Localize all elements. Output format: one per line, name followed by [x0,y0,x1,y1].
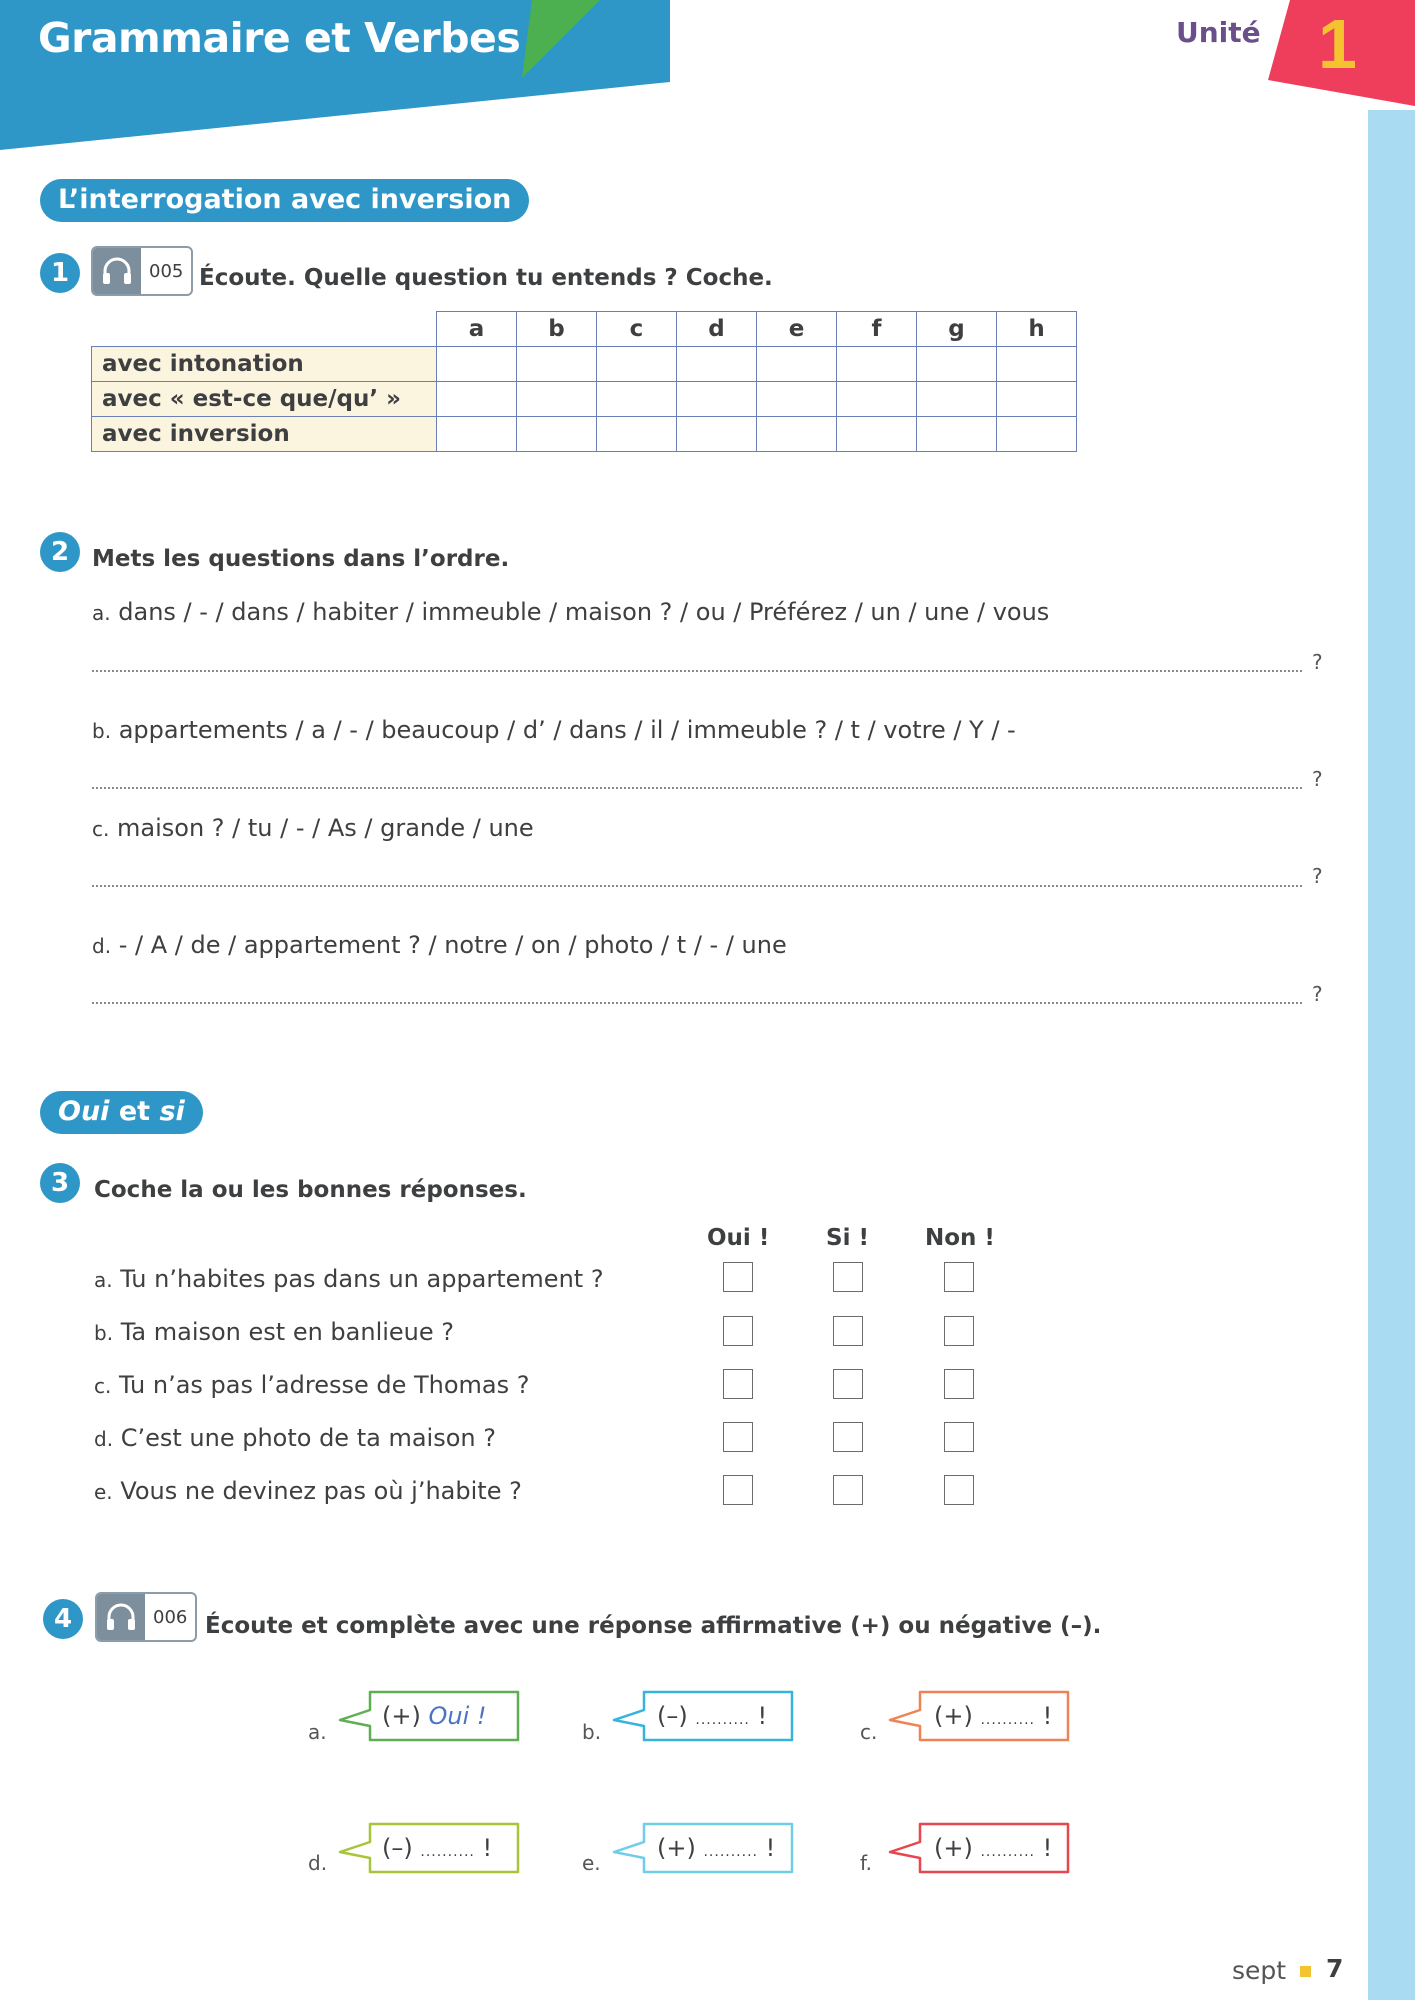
section-pill-interrogation [40,179,529,222]
exercise-1-table [91,311,1077,452]
question-item [94,1371,530,1399]
bubble-end: ! [757,1702,768,1730]
scrambled-words: appartements / a / - / beaucoup / d’ / dans / il / immeuble ? / t / votre / Y / - [118,716,1016,744]
bubble-sign: (–) [657,1702,688,1730]
page-number-word: sept [1232,1956,1287,1985]
answer-line[interactable] [92,885,1302,887]
check-cell[interactable] [437,382,517,417]
check-cell[interactable] [997,382,1077,417]
column-header: c [597,312,677,347]
bubble-example-answer: Oui ! [428,1702,487,1730]
bubble-letter: b. [582,1720,602,1744]
scrambled-words: maison ? / tu / - / As / grande / une [117,814,534,842]
column-header-non: Non ! [925,1225,995,1251]
bubble-sign: (+) [657,1834,696,1862]
unit-label: Unité [1176,16,1261,49]
checkbox-oui[interactable] [723,1475,753,1505]
question-item [94,1424,496,1452]
page-edge-strip [1368,110,1415,2000]
section-pill-label: L’interrogation avec inversion [58,184,512,215]
bubble-answer[interactable] [382,1702,487,1730]
bubble-letter: f. [860,1851,872,1875]
check-cell[interactable] [757,347,837,382]
column-header: a [437,312,517,347]
bubble-letter: c. [860,1720,878,1744]
bubble-blank: .......... [980,1712,1035,1728]
column-header: g [917,312,997,347]
row-label: avec « est-ce que/qu’ » [92,382,437,417]
item-letter: a. [94,1268,113,1292]
bubble-sign: (+) [934,1702,973,1730]
answer-line[interactable] [92,787,1302,789]
answer-line[interactable] [92,670,1302,672]
section-pill-oui-si [40,1091,203,1134]
checkbox-oui[interactable] [723,1369,753,1399]
column-header: h [997,312,1077,347]
audio-code: 005 [149,260,184,282]
check-cell[interactable] [997,417,1077,452]
bubble-sign: (+) [934,1834,973,1862]
exercise-number-3: 3 [40,1163,80,1203]
question-mark: ? [1312,767,1323,791]
checkbox-non[interactable] [944,1369,974,1399]
question-item [94,1265,604,1293]
exercise-number-1: 1 [40,253,80,293]
column-header-si: Si ! [826,1225,869,1251]
scrambled-words: dans / - / dans / habiter / immeuble / maison ? / ou / Préférez / un / une / vous [118,598,1050,626]
check-cell[interactable] [917,347,997,382]
check-cell[interactable] [517,382,597,417]
bubble-end: ! [482,1834,493,1862]
check-cell[interactable] [757,417,837,452]
table-row [92,382,1077,417]
check-cell[interactable] [757,382,837,417]
check-cell[interactable] [677,347,757,382]
bubble-end: ! [1042,1702,1053,1730]
exercise-number-4: 4 [43,1599,83,1639]
check-cell[interactable] [437,347,517,382]
question-mark: ? [1312,982,1323,1006]
check-cell[interactable] [597,417,677,452]
checkbox-oui[interactable] [723,1422,753,1452]
question-text: C’est une photo de ta maison ? [120,1424,496,1452]
footer-square-icon [1300,1966,1311,1977]
item-letter: a. [92,601,111,625]
question-text: Tu n’habites pas dans un appartement ? [120,1265,604,1293]
bubble-letter: a. [308,1720,327,1744]
check-cell[interactable] [437,417,517,452]
item-letter: d. [94,1427,114,1451]
check-cell[interactable] [917,417,997,452]
pill-word-si: si [159,1096,185,1127]
check-cell[interactable] [837,417,917,452]
exercise-4-instruction: Écoute et complète avec une réponse affirmative (+) ou négative (–). [205,1613,1102,1639]
bubble-sign: (–) [382,1834,413,1862]
check-cell[interactable] [517,417,597,452]
bubble-answer[interactable] [934,1702,1052,1730]
bubble-letter: e. [582,1851,601,1875]
bubble-sign: (+) [382,1702,421,1730]
page-title: Grammaire et Verbes [38,14,521,62]
exercise-1-instruction: Écoute. Quelle question tu entends ? Coche. [199,265,773,291]
item-letter: e. [94,1480,113,1504]
item-letter: b. [92,719,112,743]
bubble-end: ! [765,1834,776,1862]
checkbox-si[interactable] [833,1262,863,1292]
exercise-2-instruction: Mets les questions dans l’ordre. [92,546,510,572]
bubble-blank: .......... [420,1844,475,1860]
table-row [92,417,1077,452]
check-cell[interactable] [837,347,917,382]
check-cell[interactable] [597,347,677,382]
exercise-3-instruction: Coche la ou les bonnes réponses. [94,1177,527,1203]
checkbox-non[interactable] [944,1475,974,1505]
item-letter: c. [94,1374,112,1398]
question-item [92,598,1049,626]
bubble-blank: .......... [695,1712,750,1728]
unit-number: 1 [1318,5,1357,83]
pill-word-oui: Oui [58,1096,110,1127]
bubble-answer[interactable] [382,1834,492,1862]
question-item [94,1318,454,1346]
checkbox-non[interactable] [944,1316,974,1346]
pill-word-et: et [109,1096,160,1127]
audio-track-006[interactable] [95,1592,197,1642]
bubble-blank: .......... [703,1844,758,1860]
checkbox-si[interactable] [833,1475,863,1505]
question-item [94,1477,522,1505]
bubble-end: ! [1042,1834,1053,1862]
question-text: Vous ne devinez pas où j’habite ? [120,1477,522,1505]
answer-line[interactable] [92,1002,1302,1004]
question-text: Ta maison est en banlieue ? [120,1318,455,1346]
question-item [92,931,787,959]
checkbox-si[interactable] [833,1422,863,1452]
table-corner [92,312,437,347]
checkbox-oui[interactable] [723,1316,753,1346]
table-row [92,347,1077,382]
item-letter: d. [92,934,112,958]
headphones-icon [97,1594,145,1640]
column-header: e [757,312,837,347]
check-cell[interactable] [517,347,597,382]
bubble-answer[interactable] [657,1702,767,1730]
bubble-answer[interactable] [934,1834,1052,1862]
checkbox-si[interactable] [833,1316,863,1346]
column-header: f [837,312,917,347]
question-mark: ? [1312,650,1323,674]
item-letter: b. [94,1321,114,1345]
checkbox-non[interactable] [944,1422,974,1452]
checkbox-oui[interactable] [723,1262,753,1292]
question-text: Tu n’as pas l’adresse de Thomas ? [119,1371,530,1399]
check-cell[interactable] [677,417,757,452]
check-cell[interactable] [997,347,1077,382]
checkbox-si[interactable] [833,1369,863,1399]
check-cell[interactable] [677,382,757,417]
audio-code: 006 [153,1606,188,1628]
headphones-icon [93,248,141,294]
check-cell[interactable] [597,382,677,417]
question-item [92,814,534,842]
item-letter: c. [92,817,110,841]
question-mark: ? [1312,864,1323,888]
column-header: b [517,312,597,347]
row-label: avec inversion [92,417,437,452]
scrambled-words: - / A / de / appartement ? / notre / on / photo / t / - / une [118,931,787,959]
column-header-oui: Oui ! [707,1225,770,1251]
audio-track-005[interactable] [91,246,193,296]
bubble-letter: d. [308,1851,328,1875]
row-label: avec intonation [92,347,437,382]
check-cell[interactable] [837,382,917,417]
column-header: d [677,312,757,347]
checkbox-non[interactable] [944,1262,974,1292]
bubble-blank: .......... [980,1844,1035,1860]
question-item [92,716,1016,744]
exercise-number-2: 2 [40,532,80,572]
check-cell[interactable] [917,382,997,417]
page-number: 7 [1326,1954,1344,1983]
bubble-answer[interactable] [657,1834,775,1862]
